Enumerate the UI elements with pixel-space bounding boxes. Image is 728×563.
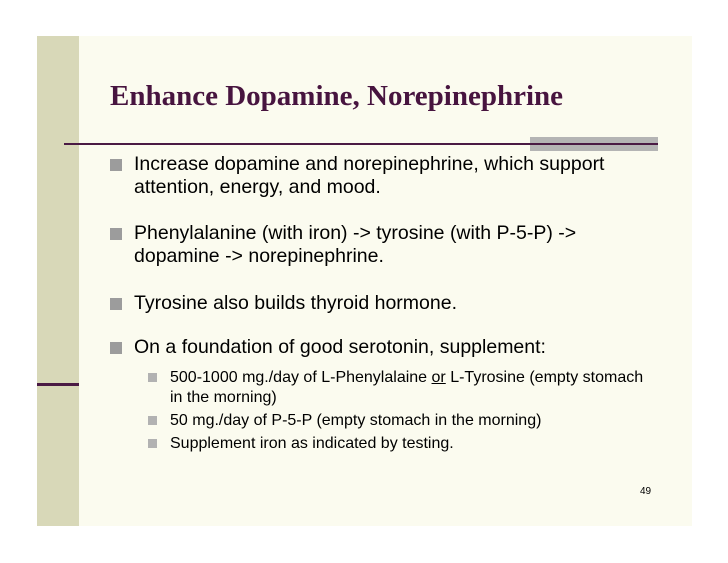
sidebar-accent-line bbox=[37, 383, 79, 386]
bullet-list bbox=[108, 153, 648, 457]
bullet-text: Phenylalanine (with iron) -> tyrosine (with P-5-P) -> dopamine -> norepinephrine. bbox=[134, 222, 577, 267]
sub-bullet-square-icon bbox=[148, 439, 157, 448]
sub-bullet-square-icon bbox=[148, 416, 157, 425]
sub-bullet-item bbox=[144, 368, 648, 408]
bullet-square-icon bbox=[110, 298, 122, 310]
bullet-item bbox=[108, 336, 648, 454]
sub-bullet-text: 50 mg./day of P-5-P (empty stomach in the morning) bbox=[170, 412, 542, 429]
title-rule bbox=[64, 143, 658, 145]
bullet-text: Increase dopamine and norepinephrine, which support attention, energy, and mood. bbox=[134, 153, 605, 198]
slide-sidebar bbox=[37, 36, 79, 526]
bullet-item bbox=[108, 153, 648, 199]
sub-bullet-text-before: 500-1000 mg./day of L-Phenylalaine bbox=[170, 369, 432, 386]
bullet-text: On a foundation of good serotonin, supplement: bbox=[134, 336, 546, 358]
bullet-item bbox=[108, 292, 648, 315]
sub-bullet-item bbox=[144, 434, 648, 454]
slide-title: Enhance Dopamine, Norepinephrine bbox=[110, 80, 564, 112]
sub-bullet-text-after: L-Tyrosine (empty stomach in the morning) bbox=[170, 369, 644, 406]
bullet-square-icon bbox=[110, 228, 122, 240]
sub-bullet-item bbox=[144, 411, 648, 431]
page-number: 49 bbox=[640, 486, 652, 497]
sub-bullet-underlined-word: or bbox=[431, 369, 446, 386]
sub-bullet-list bbox=[134, 368, 648, 454]
bullet-square-icon bbox=[110, 159, 122, 171]
bullet-square-icon bbox=[110, 342, 122, 354]
bullet-text: Tyrosine also builds thyroid hormone. bbox=[134, 292, 457, 314]
bullet-item bbox=[108, 222, 648, 268]
sub-bullet-text: Supplement iron as indicated by testing. bbox=[170, 435, 454, 452]
sub-bullet-square-icon bbox=[148, 373, 157, 382]
